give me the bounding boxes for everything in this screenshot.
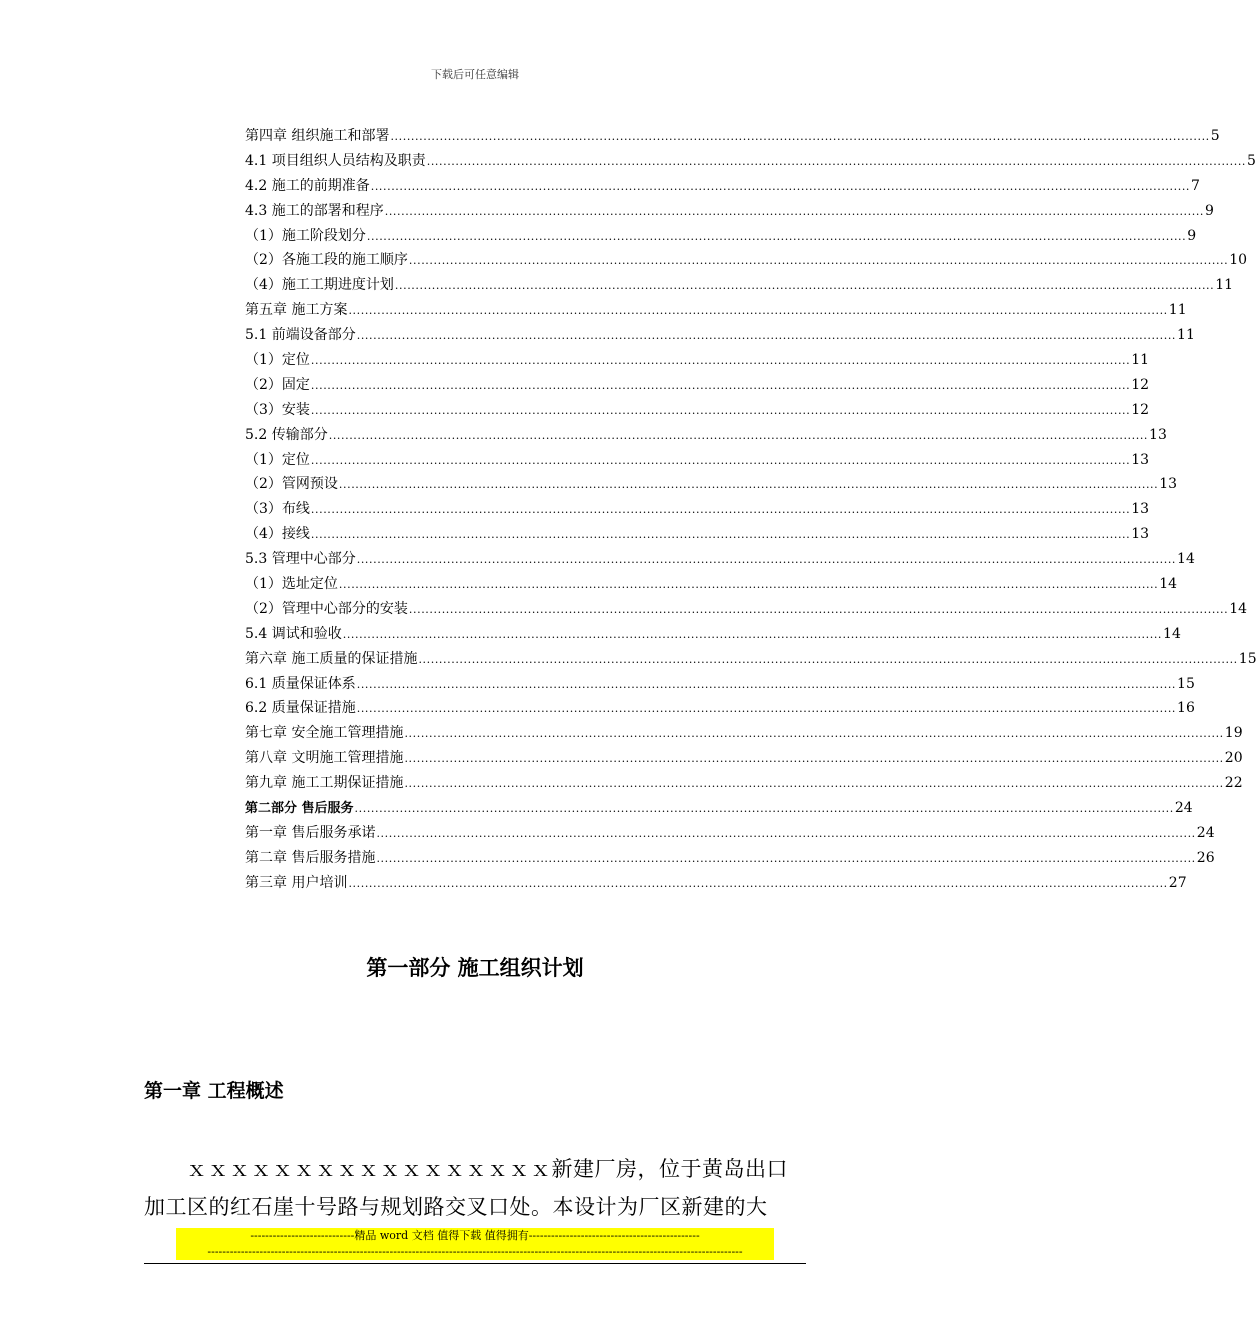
- toc-entry-page: 11: [1177, 327, 1195, 344]
- toc-entry-title: 第四章 组织施工和部署: [245, 128, 390, 144]
- toc-entry-title: 第二章 售后服务措施: [245, 849, 376, 866]
- toc-entry[interactable]: [245, 273, 1234, 298]
- toc-leader-dots: ........................................................................................................................................................................................................: [338, 478, 1159, 492]
- toc-leader-dots: ........................................................................................................................................................................................................: [348, 876, 1168, 890]
- toc-entry-title: （1）定位: [245, 451, 310, 468]
- toc-entry-title: 5.3 管理中心部分: [245, 551, 356, 568]
- toc-entry-page: 14: [1177, 551, 1195, 568]
- toc-entry-title: 第二部分 售后服务: [245, 801, 354, 817]
- toc-entry-page: 15: [1238, 650, 1257, 667]
- toc-entry-title: （3）安装: [245, 401, 310, 418]
- toc-entry-page: 11: [1168, 302, 1187, 319]
- toc-leader-dots: ........................................................................................................................................................................................................: [376, 851, 1196, 865]
- toc-entry[interactable]: [245, 398, 1150, 423]
- toc-leader-dots: ........................................................................................................................................................................................................: [366, 229, 1187, 243]
- toc-entry[interactable]: [245, 174, 1200, 199]
- toc-entry-title: 第五章 施工方案: [245, 302, 348, 319]
- toc-entry-page: 12: [1131, 401, 1150, 418]
- toc-entry-page: 13: [1159, 476, 1178, 493]
- toc-leader-dots: ........................................................................................................................................................................................................: [354, 802, 1174, 816]
- toc-entry-title: 4.3 施工的部署和程序: [245, 202, 384, 219]
- toc-entry-page: 12: [1131, 376, 1150, 393]
- toc-entry-page: 11: [1215, 277, 1234, 294]
- toc-entry[interactable]: [245, 821, 1215, 846]
- toc-entry-title: 第八章 文明施工管理措施: [245, 750, 404, 767]
- toc-leader-dots: ........................................................................................................................................................................................................: [418, 652, 1238, 666]
- toc-leader-dots: ........................................................................................................................................................................................................: [426, 154, 1247, 168]
- toc-entry[interactable]: [245, 522, 1150, 547]
- toc-entry[interactable]: [245, 348, 1150, 373]
- toc-entry-title: 第一章 售后服务承诺: [245, 824, 376, 841]
- toc-leader-dots: ........................................................................................................................................................................................................: [404, 752, 1224, 766]
- toc-leader-dots: ........................................................................................................................................................................................................: [338, 578, 1159, 592]
- toc-entry[interactable]: [245, 746, 1243, 771]
- toc-leader-dots: ........................................................................................................................................................................................................: [310, 354, 1131, 368]
- footer-divider: [144, 1263, 806, 1264]
- toc-entry[interactable]: [245, 796, 1193, 821]
- toc-leader-dots: ........................................................................................................................................................................................................: [390, 130, 1210, 143]
- toc-entry[interactable]: [245, 771, 1243, 796]
- toc-leader-dots: ........................................................................................................................................................................................................: [348, 304, 1168, 318]
- body-paragraph: ｘｘｘｘｘｘｘｘｘｘｘｘｘｘｘｘｘ新建厂房，位于黄岛出口加工区的红石崖十号路与规划路交叉口处。本设计为厂区新建的大: [144, 1157, 788, 1219]
- toc-entry[interactable]: [245, 373, 1150, 398]
- toc-entry[interactable]: [245, 622, 1181, 647]
- toc-entry-page: 13: [1131, 501, 1150, 518]
- toc-leader-dots: ........................................................................................................................................................................................................: [404, 777, 1224, 791]
- toc-entry-title: （2）各施工段的施工顺序: [245, 252, 408, 269]
- toc-entry-page: 14: [1229, 600, 1248, 617]
- toc-entry-page: 19: [1224, 725, 1243, 742]
- toc-entry-title: （4）施工工期进度计划: [245, 277, 394, 294]
- toc-leader-dots: ........................................................................................................................................................................................................: [310, 453, 1131, 467]
- toc-entry[interactable]: [245, 298, 1187, 323]
- toc-leader-dots: ........................................................................................................................................................................................................: [342, 627, 1163, 641]
- toc-leader-dots: ........................................................................................................................................................................................................: [310, 503, 1131, 517]
- toc-entry-page: 13: [1131, 526, 1150, 543]
- toc-entry-title: 6.2 质量保证措施: [245, 700, 356, 717]
- toc-entry-page: 14: [1163, 625, 1181, 642]
- toc-entry-title: 6.1 质量保证体系: [245, 675, 356, 692]
- toc-entry-title: 第三章 用户培训: [245, 874, 348, 891]
- toc-entry-title: 5.4 调试和验收: [245, 625, 342, 642]
- toc-entry-page: 16: [1177, 700, 1195, 717]
- toc-leader-dots: ........................................................................................................................................................................................................: [356, 702, 1177, 716]
- toc-entry[interactable]: [245, 696, 1195, 721]
- toc-entry[interactable]: [245, 846, 1215, 871]
- toc-entry-page: 13: [1131, 451, 1150, 468]
- toc-entry[interactable]: [245, 721, 1243, 746]
- toc-entry[interactable]: [245, 423, 1167, 448]
- toc-entry-page: 9: [1187, 227, 1197, 244]
- toc-leader-dots: ........................................................................................................................................................................................................: [370, 179, 1191, 193]
- toc-entry-title: （2）管网预设: [245, 476, 338, 493]
- toc-leader-dots: ........................................................................................................................................................................................................: [394, 279, 1215, 293]
- toc-entry-title: 5.2 传输部分: [245, 426, 328, 443]
- toc-entry-title: 5.1 前端设备部分: [245, 327, 356, 344]
- toc-entry-page: 22: [1224, 775, 1243, 792]
- toc-leader-dots: ........................................................................................................................................................................................................: [408, 254, 1229, 268]
- part-title: 第一部分 施工组织计划: [366, 956, 584, 980]
- toc-entry[interactable]: [245, 472, 1178, 497]
- toc-entry-page: 9: [1205, 202, 1214, 219]
- toc-entry[interactable]: [245, 124, 1220, 149]
- toc-leader-dots: ........................................................................................................................................................................................................: [328, 428, 1149, 442]
- toc-entry[interactable]: [245, 323, 1195, 348]
- toc-entry-page: 5: [1247, 152, 1256, 169]
- toc-entry-page: 14: [1159, 576, 1178, 593]
- toc-entry-title: 第九章 施工工期保证措施: [245, 775, 404, 792]
- header-note: 下载后可任意编辑: [431, 68, 519, 81]
- toc-entry-page: 26: [1196, 849, 1215, 866]
- toc-entry-title: （3）布线: [245, 501, 310, 518]
- toc-leader-dots: ........................................................................................................................................................................................................: [310, 378, 1131, 392]
- toc-entry-title: （1）选址定位: [245, 576, 338, 593]
- toc-entry-title: 4.2 施工的前期准备: [245, 177, 370, 194]
- toc-entry-page: 10: [1229, 252, 1248, 269]
- toc-leader-dots: ........................................................................................................................................................................................................: [376, 826, 1196, 840]
- footer-line-2: ------------------------------------------------------------------------------------------------------------------------------------------------: [207, 1245, 743, 1258]
- toc-entry[interactable]: [245, 647, 1257, 672]
- footer-banner: [176, 1228, 774, 1260]
- toc-entry-page: 27: [1168, 874, 1187, 891]
- toc-leader-dots: ........................................................................................................................................................................................................: [356, 677, 1177, 691]
- toc-leader-dots: ........................................................................................................................................................................................................: [404, 727, 1224, 741]
- toc-entry-page: 7: [1191, 177, 1200, 194]
- toc-entry[interactable]: [245, 224, 1197, 249]
- toc-leader-dots: ........................................................................................................................................................................................................: [384, 204, 1205, 218]
- toc-entry[interactable]: [245, 547, 1195, 572]
- toc-leader-dots: ........................................................................................................................................................................................................: [356, 553, 1177, 567]
- toc-entry-title: 第七章 安全施工管理措施: [245, 725, 404, 742]
- toc-leader-dots: ........................................................................................................................................................................................................: [310, 528, 1131, 542]
- toc-entry-page: 13: [1149, 426, 1167, 443]
- toc-entry-title: （2）管理中心部分的安装: [245, 600, 408, 617]
- toc-entry[interactable]: [245, 497, 1150, 522]
- toc-entry-title: 4.1 项目组织人员结构及职责: [245, 152, 426, 169]
- toc-leader-dots: ........................................................................................................................................................................................................: [310, 403, 1131, 417]
- toc-entry[interactable]: [245, 149, 1256, 174]
- toc-entry-page: 5: [1210, 128, 1220, 144]
- toc-entry[interactable]: [245, 448, 1150, 473]
- toc-entry[interactable]: [245, 572, 1178, 597]
- toc-entry[interactable]: [245, 199, 1214, 224]
- toc-entry-page: 11: [1131, 352, 1150, 369]
- toc-entry-title: 第六章 施工质量的保证措施: [245, 650, 418, 667]
- toc-entry-title: （1）定位: [245, 352, 310, 369]
- toc-entry-page: 24: [1174, 800, 1193, 817]
- toc-entry-title: （1）施工阶段划分: [245, 227, 366, 244]
- toc-leader-dots: ........................................................................................................................................................................................................: [356, 329, 1177, 343]
- toc-entry-page: 24: [1196, 824, 1215, 841]
- toc-entry[interactable]: [245, 672, 1195, 697]
- toc-entry-title: （2）固定: [245, 376, 310, 393]
- chapter-title: 第一章 工程概述: [144, 1080, 284, 1102]
- table-of-contents: [245, 124, 1257, 896]
- toc-entry-page: 15: [1177, 675, 1195, 692]
- toc-entry[interactable]: [245, 248, 1248, 273]
- footer-line-1: ----------------------------精品 word 文档 值得下载 值得拥有----------------------------------------------: [250, 1229, 700, 1242]
- toc-entry[interactable]: [245, 597, 1248, 622]
- toc-entry[interactable]: [245, 871, 1187, 896]
- toc-leader-dots: ........................................................................................................................................................................................................: [408, 602, 1229, 616]
- toc-entry-page: 20: [1224, 750, 1243, 767]
- toc-entry-title: （4）接线: [245, 526, 310, 543]
